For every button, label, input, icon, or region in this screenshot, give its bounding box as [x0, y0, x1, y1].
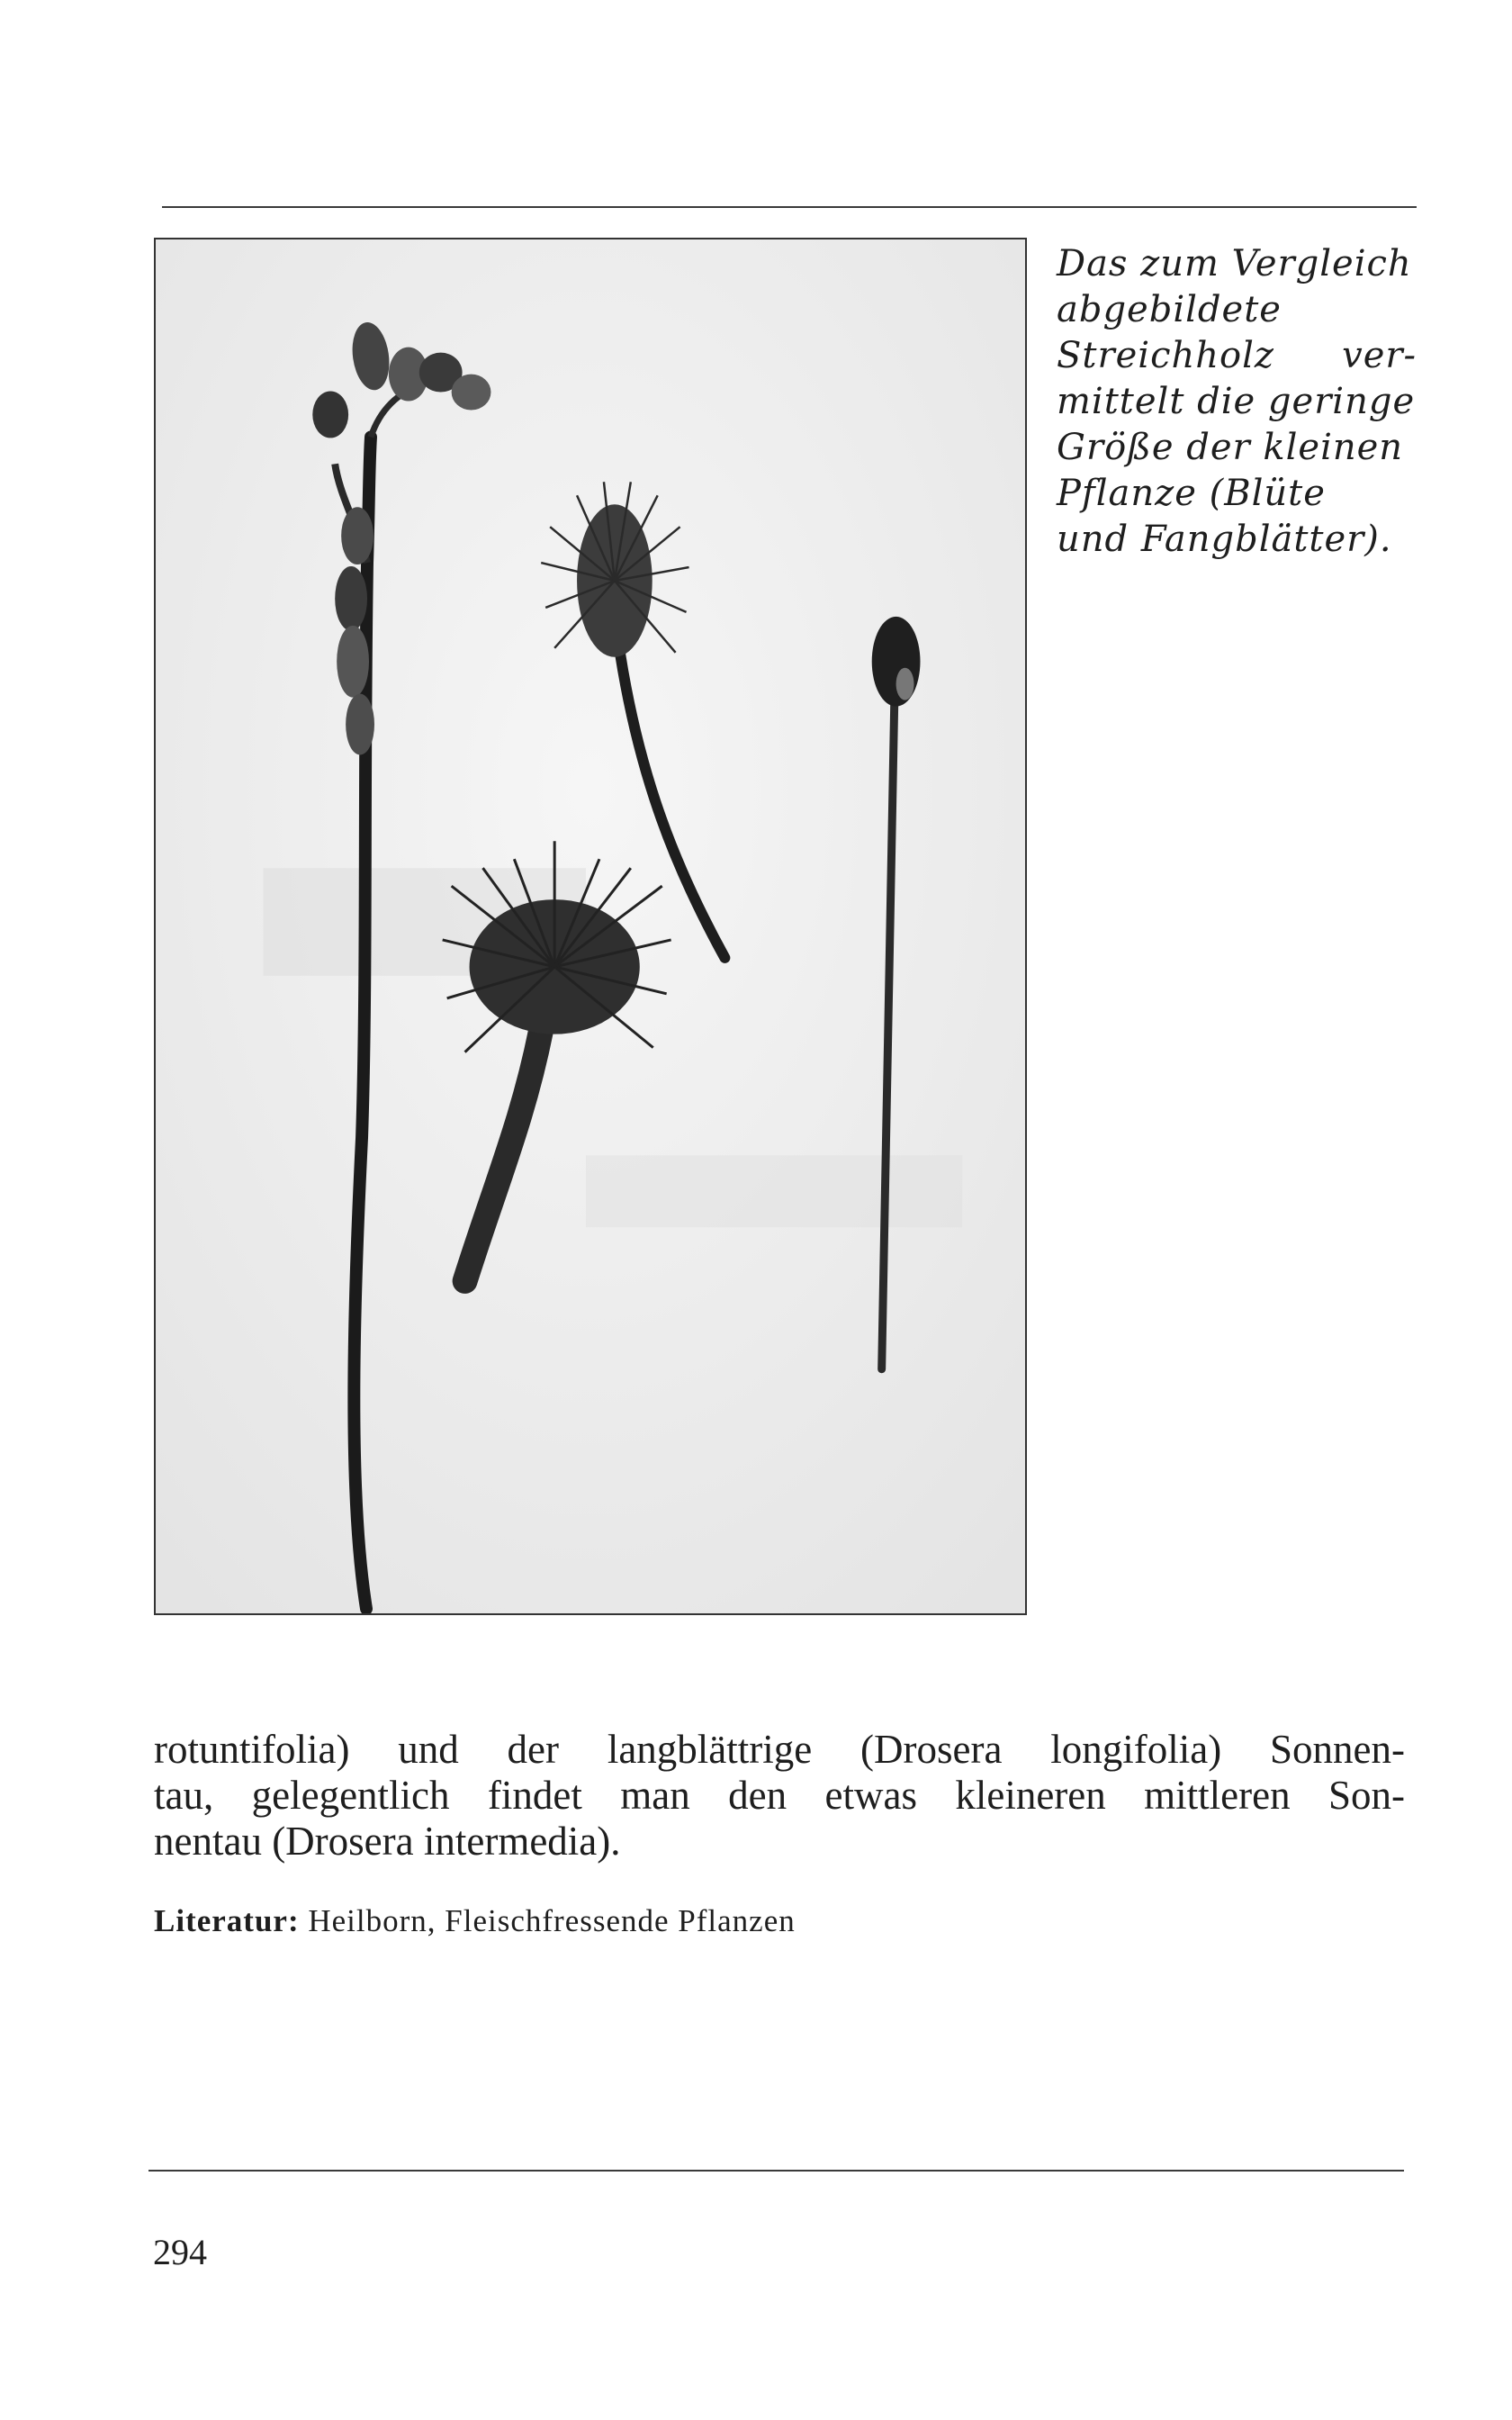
- caption-line: Größe der kleinen: [1057, 427, 1404, 468]
- sundew-photograph: [154, 238, 1027, 1615]
- caption-line-justified: [1057, 333, 1417, 379]
- caption-word: ver-: [1342, 335, 1417, 376]
- literature-label: Literatur:: [154, 1903, 300, 1938]
- photo-caption: [1057, 241, 1417, 563]
- caption-line: Pflanze (Blüte: [1057, 473, 1326, 514]
- body-paragraph: [154, 1727, 1405, 1865]
- top-rule: [162, 206, 1417, 208]
- literature-reference: [154, 1903, 796, 1939]
- caption-line: abgebildete: [1057, 289, 1282, 330]
- caption-line: Das zum Vergleich: [1057, 243, 1412, 284]
- literature-text: Heilborn, Fleischfressende Pflanzen: [308, 1903, 796, 1938]
- bottom-rule: [148, 2170, 1404, 2172]
- page-number: 294: [153, 2232, 207, 2272]
- body-line: tau, gelegentlich findet man den etwas kleineren mittleren Son-: [154, 1773, 1405, 1818]
- body-line: nentau (Drosera intermedia).: [154, 1819, 621, 1864]
- body-line: rotuntifolia) und der langblättrige (Drosera longifolia) Sonnen-: [154, 1727, 1405, 1772]
- caption-word: Streichholz: [1057, 335, 1274, 376]
- caption-line: mittelt die geringe: [1057, 381, 1416, 422]
- caption-line: und Fangblätter).: [1057, 519, 1392, 560]
